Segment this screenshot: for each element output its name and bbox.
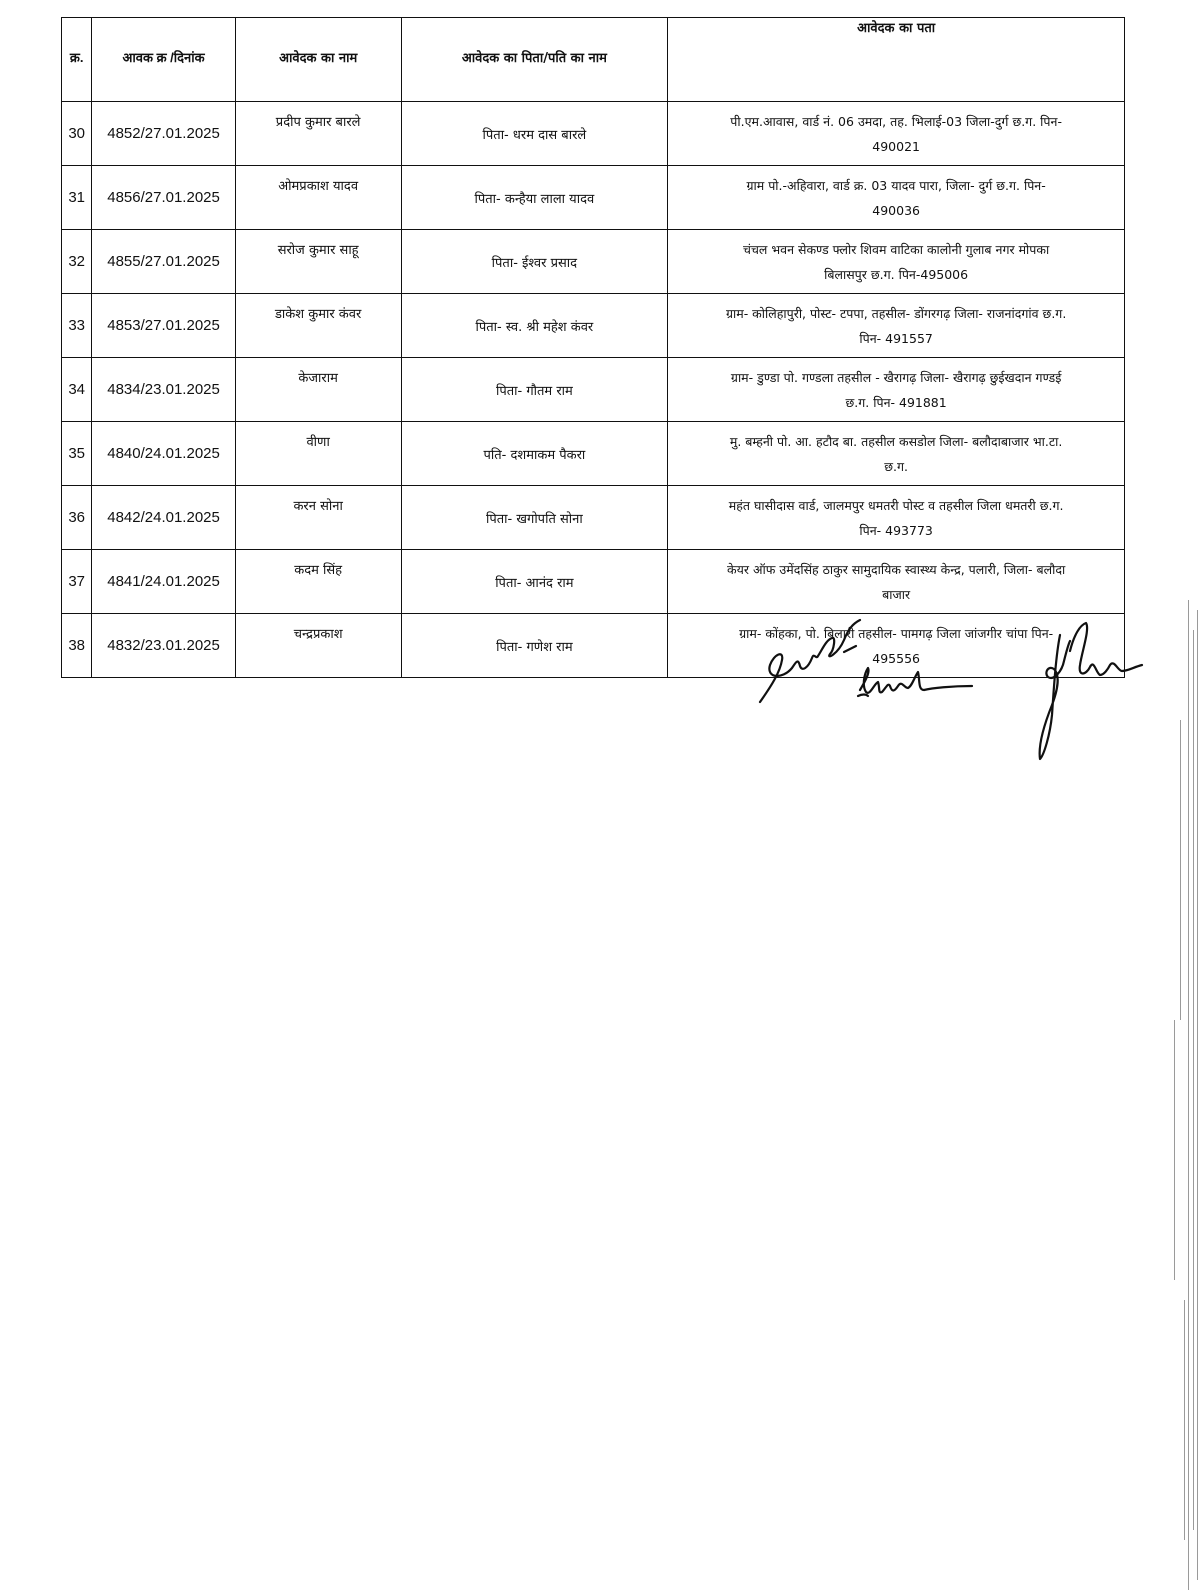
table-row	[62, 422, 1125, 486]
table-row	[62, 230, 1125, 294]
cell-address	[668, 550, 1125, 614]
address-line-1: ग्राम- कोंहका, पो. बिलारी तहसील- पामगढ़ जिला जांजगीर चांपा पिन-	[739, 625, 1054, 641]
cell-sn: 31	[62, 166, 92, 230]
header-applicant-name: आवेदक का नाम	[235, 18, 401, 102]
cell-sn: 37	[62, 550, 92, 614]
cell-applicant-name: सरोज कुमार साहू	[235, 230, 401, 294]
address-line-2: पिन- 493773	[859, 522, 933, 538]
cell-address	[668, 102, 1125, 166]
address-line-2: बिलासपुर छ.ग. पिन-495006	[824, 266, 969, 282]
table-row	[62, 358, 1125, 422]
cell-father-name: पिता- धरम दास बारले	[401, 102, 668, 166]
cell-applicant-name: चन्द्रप्रकाश	[235, 614, 401, 678]
cell-application-no: 4840/24.01.2025	[92, 422, 235, 486]
table-row	[62, 294, 1125, 358]
cell-application-no: 4842/24.01.2025	[92, 486, 235, 550]
cell-sn: 34	[62, 358, 92, 422]
cell-father-name: पिता- ईश्वर प्रसाद	[401, 230, 668, 294]
header-address: आवेदक का पता	[668, 18, 1125, 102]
cell-sn: 30	[62, 102, 92, 166]
cell-father-name: पति- दशमाकम पैकरा	[401, 422, 668, 486]
address-line-1: मु. बम्हनी पो. आ. हटौद बा. तहसील कसडोल जिला- बलौदाबाजार भा.टा.	[729, 433, 1063, 449]
cell-sn: 36	[62, 486, 92, 550]
cell-applicant-name: ओमप्रकाश यादव	[235, 166, 401, 230]
address-line-2: 495556	[872, 650, 920, 666]
table-row	[62, 550, 1125, 614]
cell-sn: 32	[62, 230, 92, 294]
cell-applicant-name: प्रदीप कुमार बारले	[235, 102, 401, 166]
table-row	[62, 166, 1125, 230]
address-line-2: छ.ग. पिन- 491881	[845, 394, 947, 410]
header-application-no: आवक क्र /दिनांक	[92, 18, 235, 102]
header-sn: क्र.	[62, 18, 92, 102]
cell-father-name: पिता- गौतम राम	[401, 358, 668, 422]
cell-address	[668, 230, 1125, 294]
header-father-name: आवेदक का पिता/पति का नाम	[401, 18, 668, 102]
cell-application-no: 4856/27.01.2025	[92, 166, 235, 230]
cell-application-no: 4832/23.01.2025	[92, 614, 235, 678]
cell-applicant-name: करन सोना	[235, 486, 401, 550]
cell-sn: 33	[62, 294, 92, 358]
cell-sn: 35	[62, 422, 92, 486]
address-line-1: केयर ऑफ उमेंदसिंह ठाकुर सामुदायिक स्वास्थ्य केन्द्र, पलारी, जिला- बलौदा	[727, 561, 1066, 577]
cell-father-name: पिता- कन्हैया लाला यादव	[401, 166, 668, 230]
cell-address	[668, 486, 1125, 550]
address-line-2: छ.ग.	[884, 458, 908, 474]
address-line-1: महंत घासीदास वार्ड, जालमपुर धमतरी पोस्ट व तहसील जिला धमतरी छ.ग.	[728, 497, 1064, 513]
cell-application-no: 4834/23.01.2025	[92, 358, 235, 422]
cell-father-name: पिता- खगोपति सोना	[401, 486, 668, 550]
cell-father-name: पिता- आनंद राम	[401, 550, 668, 614]
address-line-1: ग्राम पो.-अहिवारा, वार्ड क्र. 03 यादव पारा, जिला- दुर्ग छ.ग. पिन-	[746, 177, 1046, 193]
cell-applicant-name: केजाराम	[235, 358, 401, 422]
address-line-2: बाजार	[882, 586, 911, 602]
cell-address	[668, 166, 1125, 230]
cell-applicant-name: कदम सिंह	[235, 550, 401, 614]
cell-father-name: पिता- गणेश राम	[401, 614, 668, 678]
cell-address	[668, 422, 1125, 486]
address-line-2: पिन- 491557	[859, 330, 933, 346]
address-line-2: 490036	[872, 202, 920, 218]
signature-2	[852, 660, 982, 710]
table-row	[62, 486, 1125, 550]
cell-application-no: 4855/27.01.2025	[92, 230, 235, 294]
address-line-2: 490021	[872, 138, 920, 154]
address-line-1: चंचल भवन सेकण्ड फ्लोर शिवम वाटिका कालोनी गुलाब नगर मोपका	[743, 241, 1050, 257]
cell-father-name: पिता- स्व. श्री महेश कंवर	[401, 294, 668, 358]
cell-address	[668, 358, 1125, 422]
address-line-1: ग्राम- डुण्डा पो. गण्डला तहसील - खैरागढ़ जिला- खैरागढ़ छुईखदान गण्डई	[730, 369, 1062, 385]
address-line-1: ग्राम- कोलिहापुरी, पोस्ट- टपपा, तहसील- डोंगरगढ़ जिला- राजनांदगांव छ.ग.	[725, 305, 1067, 321]
cell-application-no: 4841/24.01.2025	[92, 550, 235, 614]
scan-noise-strip	[1130, 600, 1200, 1590]
cell-application-no: 4853/27.01.2025	[92, 294, 235, 358]
cell-applicant-name: डाकेश कुमार कंवर	[235, 294, 401, 358]
address-line-1: पी.एम.आवास, वार्ड नं. 06 उमदा, तह. भिलाई-03 जिला-दुर्ग छ.ग. पिन-	[730, 113, 1062, 129]
table-row	[62, 102, 1125, 166]
applicant-table	[61, 17, 1125, 678]
cell-application-no: 4852/27.01.2025	[92, 102, 235, 166]
cell-sn: 38	[62, 614, 92, 678]
cell-applicant-name: वीणा	[235, 422, 401, 486]
cell-address	[668, 294, 1125, 358]
table-header-row	[62, 18, 1125, 102]
